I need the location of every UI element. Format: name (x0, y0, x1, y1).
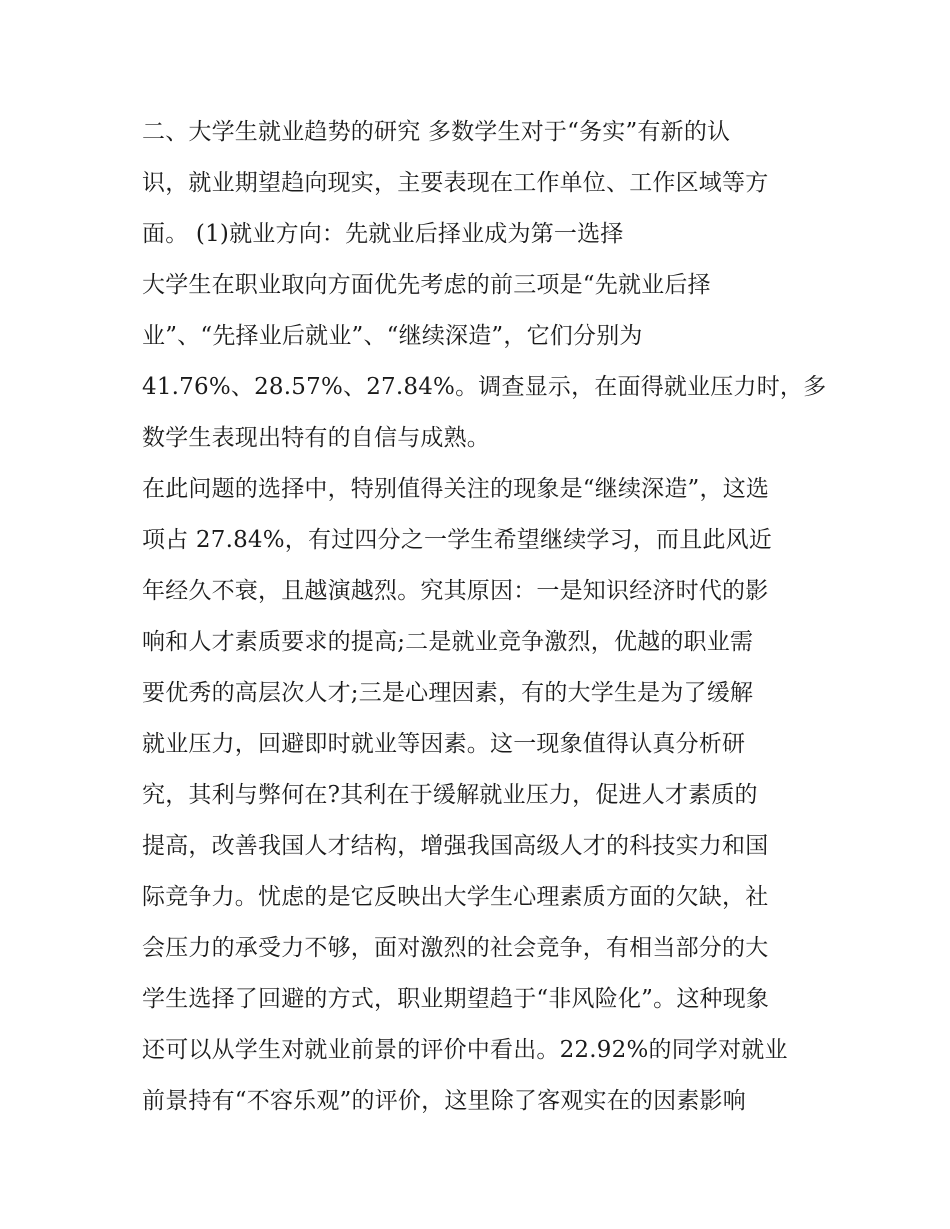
text-line: 还可以从学生对就业前景的评价中看出。22.92%的同学对就业 (142, 1037, 788, 1063)
text-line: 二、大学生就业趋势的研究 多数学生对于“务实”有新的认 (142, 119, 731, 145)
text-line: 要优秀的高层次人才;三是心理因素，有的大学生是为了缓解 (142, 680, 754, 706)
text-line: 识，就业期望趋向现实，主要表现在工作单位、工作区域等方 (142, 170, 769, 196)
text-line: 学生选择了回避的方式，职业期望趋于“非风险化”。这种现象 (142, 986, 770, 1012)
text-line: 前景持有“不容乐观”的评价，这里除了客观实在的因素影响 (142, 1088, 746, 1114)
text-line: 提高，改善我国人才结构，增强我国高级人才的科技实力和国 (142, 833, 769, 859)
text-line: 就业压力，回避即时就业等因素。这一现象值得认真分析研 (142, 731, 746, 757)
text-line: 面。 (1)就业方向：先就业后择业成为第一选择 (142, 221, 624, 247)
text-line: 响和人才素质要求的提高;二是就业竞争激烈，优越的职业需 (142, 629, 754, 655)
text-line: 业”、“先择业后就业”、“继续深造”，它们分别为 (142, 323, 643, 349)
text-line: 大学生在职业取向方面优先考虑的前三项是“先就业后择 (142, 272, 711, 298)
text-line: 际竞争力。忧虑的是它反映出大学生心理素质方面的欠缺，社 (142, 884, 769, 910)
text-line: 数学生表现出特有的自信与成熟。 (142, 425, 490, 451)
text-line: 在此问题的选择中，特别值得关注的现象是“继续深造”，这选 (142, 476, 770, 502)
text-line: 究，其利与弊何在?其利在于缓解就业压力，促进人才素质的 (142, 782, 758, 808)
text-line: 项占 27.84%，有过四分之一学生希望继续学习，而且此风近 (142, 527, 773, 553)
text-line: 会压力的承受力不够，面对激烈的社会竞争，有相当部分的大 (142, 935, 769, 961)
document-body (142, 107, 827, 1127)
text-line: 41.76%、28.57%、27.84%。调查显示，在面得就业压力时，多 (142, 374, 827, 400)
text-line: 年经久不衰，且越演越烈。究其原因：一是知识经济时代的影 (142, 578, 769, 604)
